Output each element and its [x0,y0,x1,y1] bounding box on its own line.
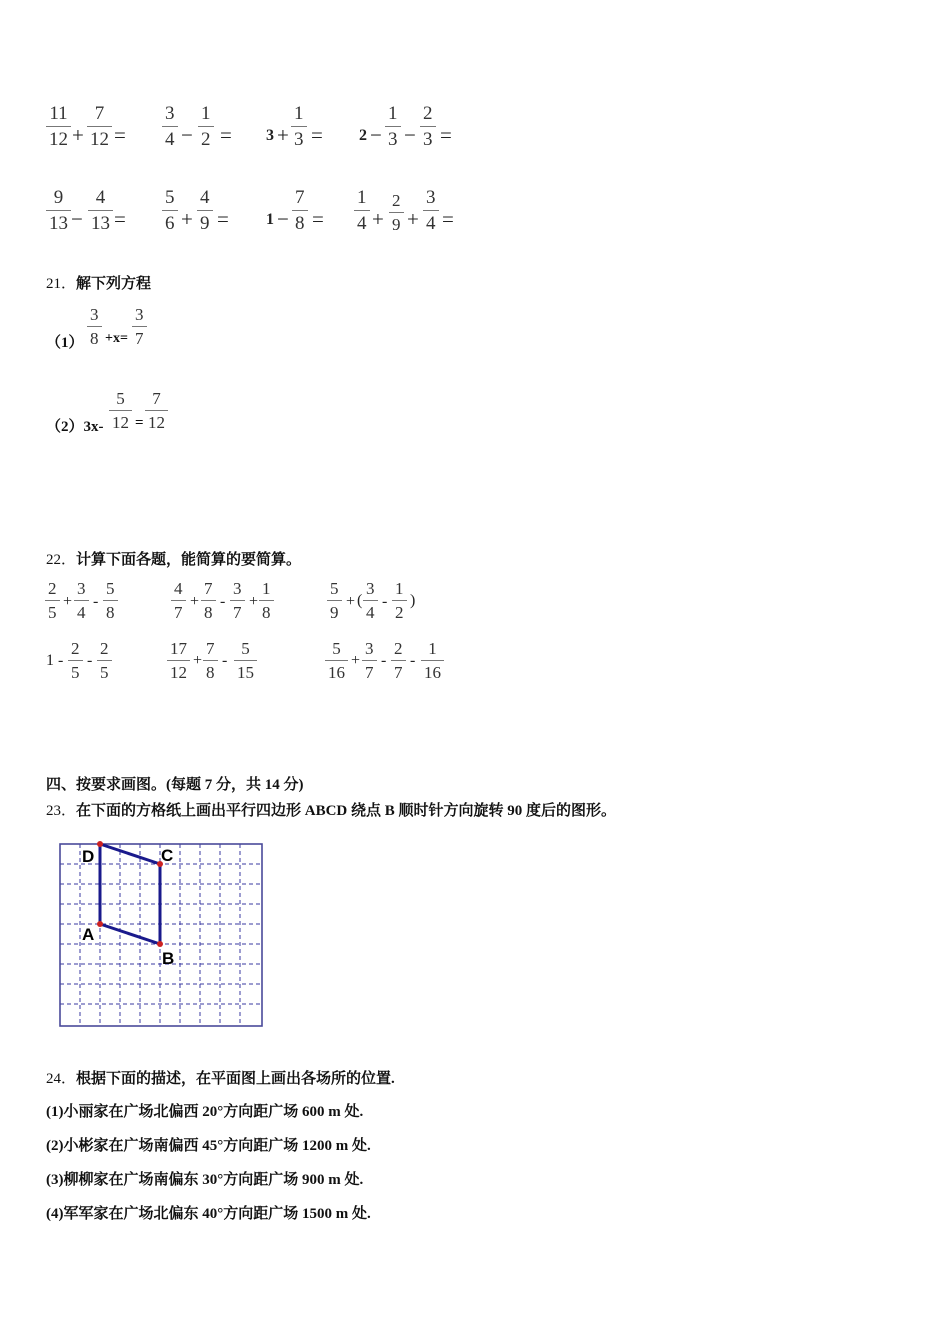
point-b [157,941,163,947]
problem-label: （1） [46,335,84,351]
numerator: 3 [426,187,436,208]
denominator: 8 [292,210,308,233]
numerator: 3 [165,103,175,124]
denominator: 15 [234,660,257,681]
numerator: 1 [262,579,271,598]
fraction [87,104,112,149]
numerator: 2 [48,579,57,598]
numerator: 5 [330,579,339,598]
numerator: 3 [77,579,86,598]
section-heading: 四、按要求画图。(每题 7 分，共 14 分) [46,777,304,793]
denominator: 9 [327,600,342,621]
denominator: 8 [203,660,218,681]
numerator: 3 [135,305,144,324]
denominator: 3 [385,126,401,149]
numerator: 1 [388,103,398,124]
question-title: 计算下面各题，能简算的要简算。 [76,552,302,568]
plus-sign: + [351,652,361,669]
denominator: 8 [103,600,118,621]
fraction [167,640,190,681]
fraction [420,104,436,149]
fraction [103,580,118,621]
fraction [197,188,213,233]
numerator: 1 [428,639,437,658]
denominator: 5 [45,600,60,621]
point-d [97,841,103,847]
numerator: 2 [100,639,109,658]
numerator: 3 [90,305,99,324]
minus-sign: - [382,593,388,610]
fraction [162,188,178,233]
denominator: 2 [392,600,407,621]
numerator: 11 [49,103,68,124]
fraction [362,640,377,681]
fraction [354,188,370,233]
numerator: 3 [365,639,374,658]
fraction [392,580,407,621]
numerator: 5 [116,389,125,408]
fraction [97,640,112,681]
denominator: 13 [46,210,71,233]
fraction [391,640,406,681]
equals-sign: = [220,123,232,147]
fraction [325,640,348,681]
numerator: 7 [94,103,105,124]
fraction [46,188,71,233]
equals-sign: = [442,207,454,231]
fraction [389,192,404,233]
plus-sign: + [249,593,259,610]
equals-sign: = [440,123,452,147]
fraction [234,640,257,681]
numerator: 7 [204,579,213,598]
plus-sign: + [346,593,356,610]
fraction [145,390,168,431]
question-title: 根据下面的描述，在平面图上画出各场所的位置. [76,1071,395,1087]
whole-number: 2 [359,127,367,144]
denominator: 7 [391,660,406,681]
fraction [46,104,71,149]
denominator: 4 [423,210,439,233]
right-paren: ) [410,592,416,609]
problem-label: （2）3x- [46,419,104,435]
question-22-heading [46,548,301,569]
fraction [109,390,132,431]
minus-sign: - [410,652,416,669]
plus-sign: + [190,593,200,610]
denominator: 3 [291,126,307,149]
plus-sign: + [63,593,73,610]
numerator: 17 [170,639,187,658]
fraction [291,104,307,149]
denominator: 2 [198,126,214,149]
question-number: 21． [46,276,77,292]
denominator: 7 [132,326,147,347]
denominator: 5 [97,660,112,681]
minus-sign: − [277,207,289,231]
denominator: 13 [88,210,113,233]
whole-number: 3 [266,127,274,144]
whole-number: 1 - [46,652,64,669]
numerator: 5 [241,639,250,658]
question-24-heading [46,1067,395,1088]
numerator: 1 [294,103,304,124]
minus-sign: - [381,652,387,669]
equals-sign: = [135,415,144,431]
denominator: 9 [389,212,404,233]
numerator: 2 [71,639,80,658]
plus-sign: + [193,652,203,669]
fraction [423,188,439,233]
minus-sign: − [404,123,416,147]
numerator: 3 [366,579,375,598]
numerator: 2 [423,103,433,124]
numerator: 1 [357,187,367,208]
numerator: 1 [201,103,211,124]
question-21-heading [46,272,151,293]
denominator: 8 [87,326,102,347]
fraction [203,640,218,681]
minus-sign: - [93,593,99,610]
fraction [421,640,444,681]
denominator: 4 [354,210,370,233]
minus-sign: − [370,123,382,147]
denominator: 16 [421,660,444,681]
numerator: 4 [174,579,183,598]
denominator: 4 [74,600,89,621]
label-d: D [82,847,95,866]
denominator: 5 [68,660,83,681]
denominator: 9 [197,210,213,233]
numerator: 1 [395,579,404,598]
numerator: 5 [332,639,341,658]
fraction [74,580,89,621]
fraction [45,580,60,621]
denominator: 4 [363,600,378,621]
equals-sign: = [311,123,323,147]
minus-sign: - [220,593,226,610]
description-item: (2)小彬家在广场南偏西 45°方向距广场 1200 m 处. [46,1138,371,1154]
fraction [171,580,186,621]
question-number: 23． [46,803,77,819]
minus-sign: − [181,123,193,147]
numerator: 2 [394,639,403,658]
denominator: 7 [230,600,245,621]
equals-sign: = [114,207,126,231]
fraction [363,580,378,621]
numerator: 5 [106,579,115,598]
fraction [201,580,216,621]
denominator: 7 [362,660,377,681]
numerator: 5 [165,187,175,208]
plus-sign: + [277,123,289,147]
denominator: 16 [325,660,348,681]
plus-sign: + [407,207,419,231]
fraction [259,580,274,621]
description-item: (1)小丽家在广场北偏西 20°方向距广场 600 m 处. [46,1104,364,1120]
denominator: 8 [201,600,216,621]
numerator: 2 [392,191,401,210]
whole-number: 1 [266,211,274,228]
fraction [385,104,401,149]
fraction [88,188,113,233]
denominator: 12 [145,410,168,431]
fraction [68,640,83,681]
denominator: 12 [109,410,132,431]
left-paren: ( [357,592,363,609]
fraction [87,306,102,347]
question-number: 24． [46,1071,77,1087]
question-23-heading [46,799,616,820]
numerator: 7 [152,389,161,408]
denominator: 7 [171,600,186,621]
numerator: 7 [295,187,305,208]
equals-sign: = [114,123,126,147]
question-title: 解下列方程 [76,276,152,292]
denominator: 12 [167,660,190,681]
equation-operator: +x= [105,331,128,346]
fraction [230,580,245,621]
fraction [132,306,147,347]
fraction [198,104,214,149]
numerator: 4 [200,187,210,208]
grid-figure [56,838,268,1032]
numerator: 9 [53,187,64,208]
description-item: (3)柳柳家在广场南偏东 30°方向距广场 900 m 处. [46,1172,364,1188]
minus-sign: − [71,207,83,231]
point-a [97,921,103,927]
numerator: 4 [95,187,106,208]
fraction [292,188,308,233]
minus-sign: - [222,652,228,669]
numerator: 3 [233,579,242,598]
equals-sign: = [217,207,229,231]
denominator: 12 [87,126,112,149]
denominator: 8 [259,600,274,621]
minus-sign: - [87,652,93,669]
equals-sign: = [312,207,324,231]
description-item: (4)军军家在广场北偏东 40°方向距广场 1500 m 处. [46,1206,371,1222]
question-number: 22． [46,552,77,568]
parallelogram-abcd [100,844,160,944]
denominator: 3 [420,126,436,149]
plus-sign: + [181,207,193,231]
numerator: 7 [206,639,215,658]
question-title: 在下面的方格纸上画出平行四边形 ABCD 绕点 B 顺时针方向旋转 90 度后的图形。 [76,803,617,819]
denominator: 6 [162,210,178,233]
denominator: 4 [162,126,178,149]
label-c: C [161,846,174,865]
label-a: A [82,925,95,944]
denominator: 12 [46,126,71,149]
fraction [162,104,178,149]
plus-sign: + [72,123,84,147]
fraction [327,580,342,621]
label-b: B [162,949,175,968]
plus-sign: + [372,207,384,231]
